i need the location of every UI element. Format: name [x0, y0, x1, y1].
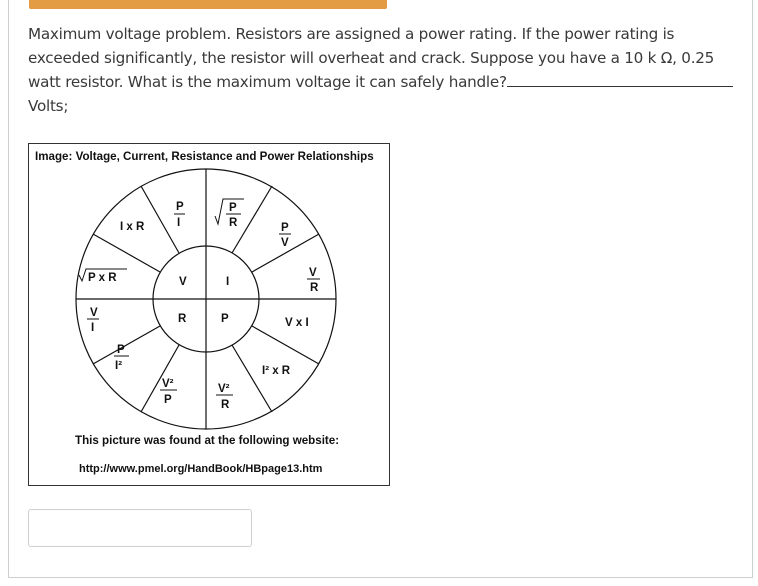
formula-i2-x-r: I² x R — [262, 365, 291, 377]
formula-p-over-i-num: P — [176, 201, 184, 213]
answer-input[interactable] — [28, 509, 252, 547]
unit-label: Volts; — [28, 97, 69, 115]
figure-title: Image: Voltage, Current, Resistance and Power Relationships — [35, 150, 374, 163]
center-v: V — [179, 276, 187, 288]
formula-p-over-i2-den: I² — [115, 360, 123, 372]
formula-sqrt-p-over-r-den: R — [229, 217, 238, 229]
ohms-law-wheel-figure — [28, 143, 390, 486]
formula-sqrt-p-over-r-num: P — [229, 202, 237, 214]
question-body: Maximum voltage problem. Resistors are assigned a power rating. If the power rating is exceeded significantly, the resistor will overheat and crack. Suppose you have a 10 k Ω, 0.25 watt resistor. What is the maximum voltage it can safely handle? — [28, 25, 715, 91]
formula-v-over-r-num: V — [309, 267, 317, 279]
center-i: I — [226, 276, 230, 288]
center-p: P — [221, 313, 229, 325]
formula-p-over-v-num: P — [281, 222, 289, 234]
formula-i-x-r: I x R — [120, 221, 145, 233]
center-r: R — [178, 313, 187, 325]
formula-v2-over-r-num: V² — [218, 383, 230, 395]
formula-p-over-i-den: I — [177, 217, 181, 229]
question-text — [28, 22, 740, 118]
formula-sqrt-p-x-r: P x R — [88, 272, 117, 284]
formula-v2-over-p-den: P — [164, 394, 172, 406]
accent-bar — [29, 0, 387, 9]
formula-v-over-i-num: V — [90, 307, 98, 319]
formula-v2-over-p-num: V² — [162, 378, 174, 390]
formula-v-over-i-den: I — [91, 322, 95, 334]
formula-p-over-i2-num: P — [117, 344, 125, 356]
figure-source-url: http://www.pmel.org/HandBook/HBpage13.htm — [79, 463, 323, 475]
formula-v-x-i: V x I — [285, 317, 309, 329]
figure-caption: This picture was found at the following website: — [75, 434, 340, 447]
formula-p-over-v-den: V — [281, 237, 289, 249]
answer-blank — [507, 72, 733, 87]
formula-v-over-r-den: R — [310, 282, 319, 294]
formula-v2-over-r-den: R — [221, 399, 230, 411]
